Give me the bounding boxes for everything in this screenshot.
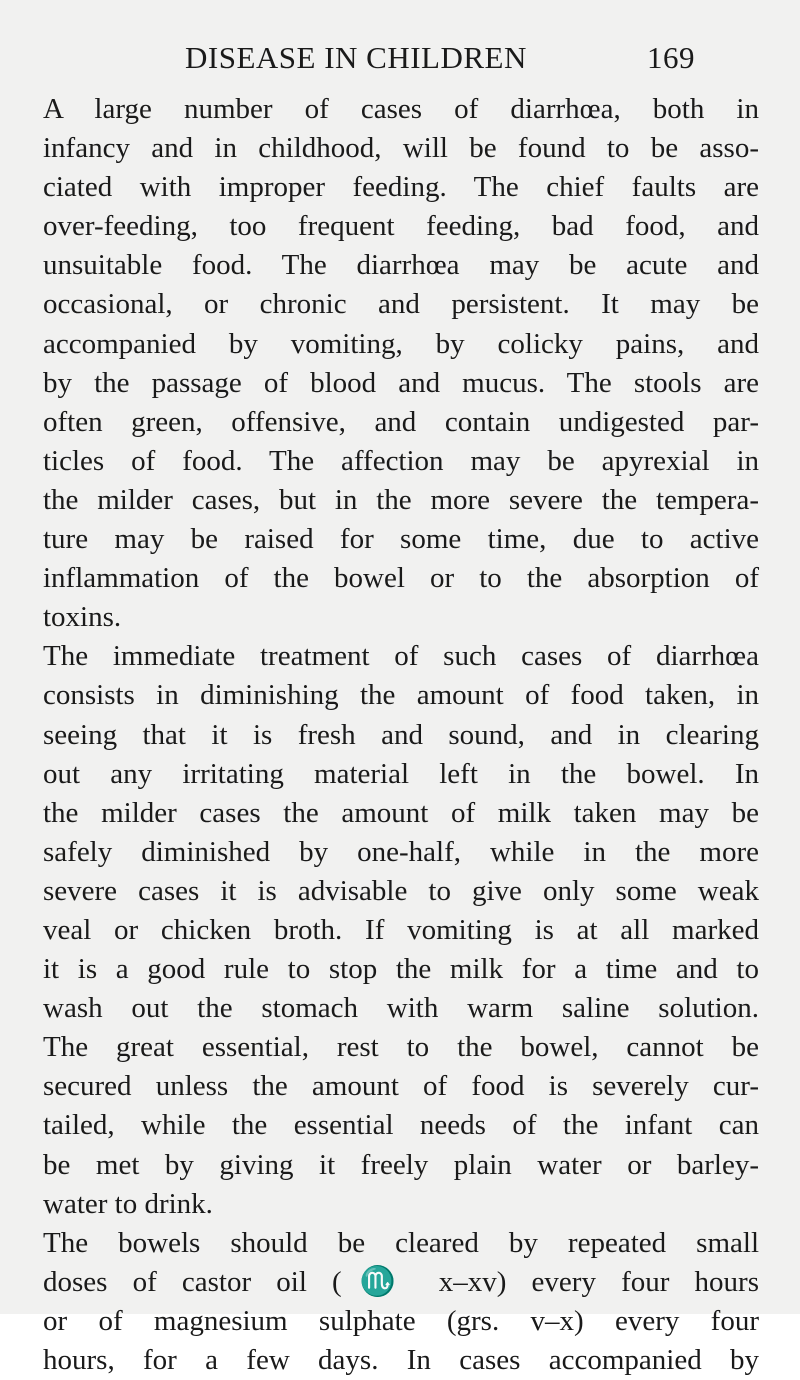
text-line: seeing that it is fresh and sound, and in clearing [43,718,759,751]
text-line: safely diminished by one-half, while in the more [43,835,759,868]
text-line: secured unless the amount of food is severely cur- [43,1070,759,1103]
text-line: the milder cases, but in the more severe the tempera- [43,483,759,516]
text-line: doses of castor oil (♏ x–xv) every four hours [43,1265,759,1298]
text-line: the milder cases the amount of milk taken may be [43,796,759,829]
page-number: 169 [647,40,695,75]
text-line: often green, offensive, and contain undigested par- [43,405,759,438]
text-line: accompanied by vomiting, by colicky pains, and [43,327,759,360]
body-text [43,90,759,1380]
text-line: The great essential, rest to the bowel, cannot be [43,1031,759,1064]
text-line: or of magnesium sulphate (grs. v–x) every four [43,1304,759,1337]
text-line: over-feeding, too frequent feeding, bad food, and [43,210,759,243]
text-line: A large number of cases of diarrhœa, both in [43,93,759,125]
text-line: unsuitable food. The diarrhœa may be acute and [43,249,759,282]
text-line: The immediate treatment of such cases of diarrhœa [43,640,759,673]
text-line: wash out the stomach with warm saline solution. [43,992,759,1025]
text-line: ture may be raised for some time, due to active [43,523,759,556]
text-line: out any irritating material left in the bowel. In [43,757,759,790]
text-line: by the passage of blood and mucus. The stools are [43,366,759,399]
text-line: hours, for a few days. In cases accompanied by [43,1344,759,1376]
text-line: severe cases it is advisable to give only some weak [43,874,759,907]
text-line: water to drink. [43,1187,213,1220]
text-line: consists in diminishing the amount of food taken, in [43,679,759,712]
text-line: The bowels should be cleared by repeated small [43,1226,759,1259]
paragraph-1 [43,90,759,637]
running-head [185,40,695,84]
text-line: occasional, or chronic and persistent. It may be [43,288,759,321]
text-line: ciated with improper feeding. The chief faults are [43,171,759,204]
text-line: veal or chicken broth. If vomiting is at all marked [43,913,759,946]
text-line: ticles of food. The affection may be apyrexial in [43,444,759,477]
text-line: toxins. [43,601,122,634]
running-title: DISEASE IN CHILDREN [185,40,527,75]
text-line: be met by giving it freely plain water or barley- [43,1148,759,1181]
text-line: inflammation of the bowel or to the absorption of [43,562,759,595]
text-line: infancy and in childhood, will be found to be asso- [43,132,759,165]
text-line: it is a good rule to stop the milk for a time and to [43,953,759,986]
text-line: tailed, while the essential needs of the infant can [43,1109,759,1142]
paragraph-2 [43,637,759,1223]
paragraph-3 [43,1224,759,1380]
